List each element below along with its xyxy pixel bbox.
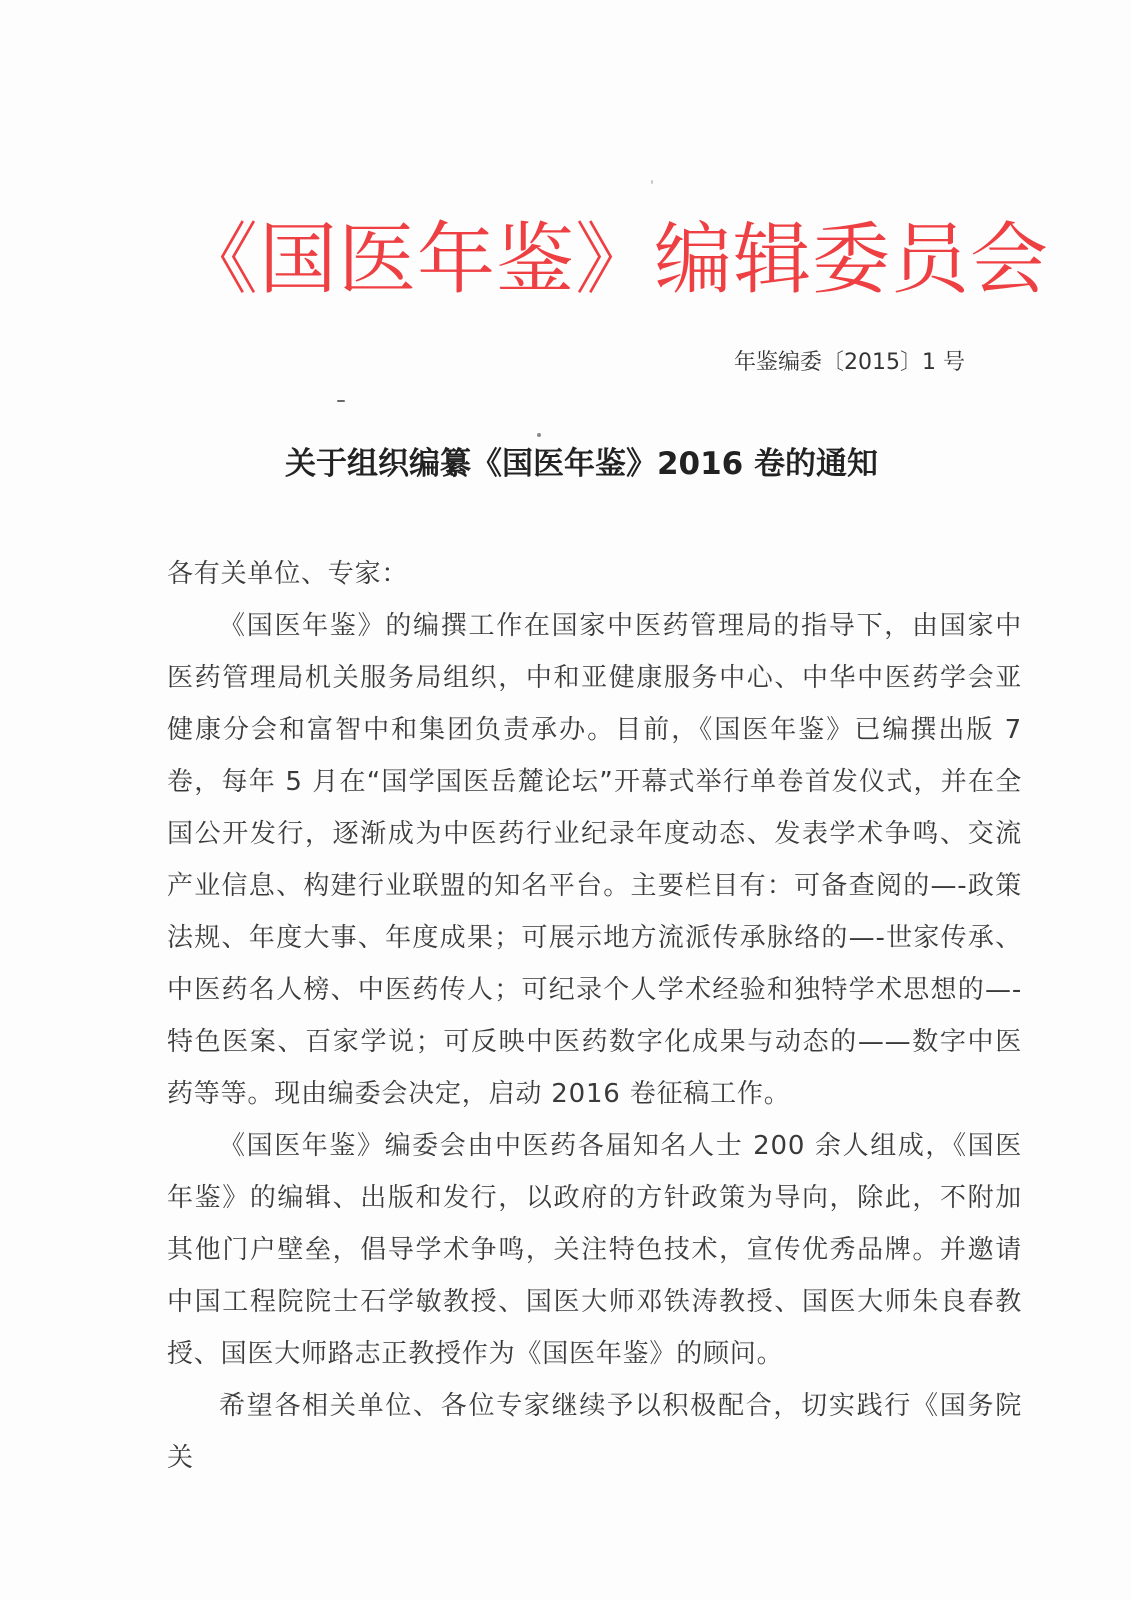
- document-number: 年鉴编委〔2015〕1 号: [734, 350, 965, 375]
- notice-body: [167, 548, 1022, 1484]
- notice-title: 关于组织编纂《国医年鉴》2016 卷的通知: [284, 446, 879, 482]
- scan-speck: [651, 180, 653, 184]
- red-masthead: 《国医年鉴》编辑委员会: [180, 215, 1050, 305]
- scan-speck: [337, 400, 345, 402]
- body-paragraph: 希望各相关单位、各位专家继续予以积极配合，切实践行《国务院关: [167, 1391, 1022, 1473]
- salutation: 各有关单位、专家：: [167, 559, 409, 589]
- body-paragraph: 《国医年鉴》的编撰工作在国家中医药管理局的指导下，由国家中医药管理局机关服务局组织，中和亚健康服务中心、中华中医药学会亚健康分会和富智中和集团负责承办。目前，《国医年鉴》已编撰出版 7 卷，每年 5 月在“国学国医岳麓论坛”开幕式举行单卷首发仪式，并在全国公开发行，逐渐成为中医药行业纪录年度动态、发表学术争鸣、交流产业信息、构建行业联盟的知名平台。主要栏目有：可备查阅的—-政策法规、年度大事、年度成果；可展示地方流派传承脉络的—-世家传承、中医药名人榜、中医药传人；可纪录个人学术经验和独特学术思想的—-特色医案、百家学说；可反映中医药数字化成果与动态的——数字中医药等等。现由编委会决定，启动 2016 卷征稿工作。: [167, 611, 1022, 1109]
- body-paragraph: 《国医年鉴》编委会由中医药各届知名人士 200 余人组成，《国医年鉴》的编辑、出版和发行，以政府的方针政策为导向，除此，不附加其他门户壁垒，倡导学术争鸣，关注特色技术，宣传优秀品牌。并邀请中国工程院院士石学敏教授、国医大师邓铁涛教授、国医大师朱良春教授、国医大师路志正教授作为《国医年鉴》的顾问。: [167, 1131, 1022, 1369]
- scan-speck: [537, 433, 541, 437]
